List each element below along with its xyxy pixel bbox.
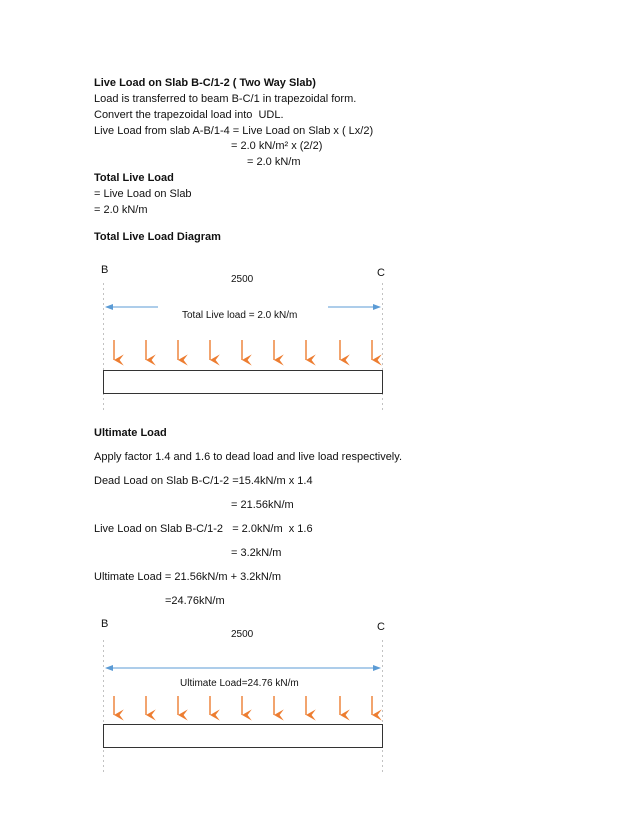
- support-c-label: C: [377, 621, 385, 633]
- text-line: Convert the trapezoidal load into UDL.: [94, 109, 284, 121]
- load-arrows: [114, 340, 372, 360]
- section-heading-diagram: Total Live Load Diagram: [94, 231, 221, 243]
- calc-result: = 2.0 kN/m: [247, 156, 301, 168]
- text-line: Load is transferred to beam B-C/1 in trapezoidal form.: [94, 93, 357, 105]
- live-load-result: = 3.2kN/m: [231, 547, 282, 559]
- live-load-line: Live Load on Slab B-C/1-2 = 2.0kN/m x 1.6: [94, 523, 313, 535]
- dead-load-result: = 21.56kN/m: [231, 499, 294, 511]
- text-line: Live Load from slab A-B/1-4 = Live Load on Slab x ( Lx/2): [94, 125, 374, 137]
- text-line: = 2.0 kN/m: [94, 204, 148, 216]
- live-load-diagram: [0, 258, 638, 428]
- load-label: Ultimate Load=24.76 kN/m: [180, 678, 299, 689]
- beam-rectangle: [104, 725, 383, 748]
- section-heading-total-live: Total Live Load: [94, 172, 174, 184]
- text-line: = Live Load on Slab: [94, 188, 192, 200]
- support-b-label: B: [101, 264, 109, 276]
- ultimate-load-diagram: [0, 612, 638, 777]
- span-label: 2500: [231, 274, 254, 285]
- calc-line: = 2.0 kN/m² x (2/2): [231, 140, 323, 152]
- support-c-label: C: [377, 267, 385, 279]
- support-b-label: B: [101, 618, 109, 630]
- ultimate-load-result: =24.76kN/m: [165, 595, 225, 607]
- text-line: Apply factor 1.4 and 1.6 to dead load and live load respectively.: [94, 451, 402, 463]
- ultimate-load-line: Ultimate Load = 21.56kN/m + 3.2kN/m: [94, 571, 282, 583]
- load-label: Total Live load = 2.0 kN/m: [182, 310, 298, 321]
- load-arrows: [114, 696, 372, 715]
- section-heading-live-load: Live Load on Slab B-C/1-2 ( Two Way Slab): [94, 77, 316, 89]
- dead-load-line: Dead Load on Slab B-C/1-2 =15.4kN/m x 1.4: [94, 475, 313, 487]
- section-heading-ultimate: Ultimate Load: [94, 427, 167, 439]
- span-label: 2500: [231, 629, 254, 640]
- beam-rectangle: [104, 371, 383, 394]
